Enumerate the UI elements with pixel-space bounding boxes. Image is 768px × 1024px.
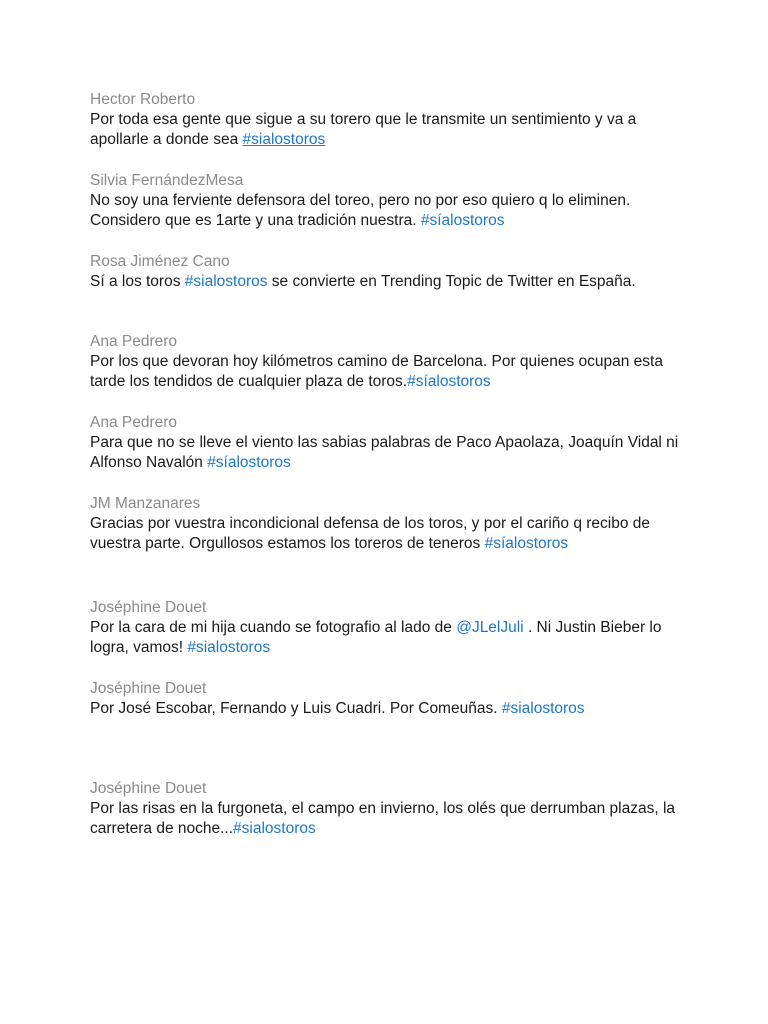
- tweet-author[interactable]: Rosa Jiménez Cano: [90, 253, 230, 270]
- hashtag-link[interactable]: #síalostoros: [207, 454, 291, 471]
- tweet-text: [90, 272, 636, 292]
- tweet-body: Por José Escobar, Fernando y Luis Cuadri. Por Comeuñas.: [90, 700, 502, 717]
- hashtag-link[interactable]: #sialostoros: [501, 700, 585, 717]
- tweet-body: No soy una ferviente defensora del toreo, pero no por eso quiero q lo eliminen. Considero que es 1arte y una tradición nuestra.: [90, 192, 631, 229]
- tweet-item: [90, 90, 690, 150]
- hashtag-link[interactable]: #síalostoros: [420, 212, 505, 229]
- tweet-text: [90, 514, 690, 554]
- tweet-author[interactable]: Joséphine Douet: [90, 780, 207, 797]
- tweet-item: [90, 598, 690, 658]
- tweet-item: [90, 779, 690, 839]
- tweet-text: [90, 352, 690, 392]
- hashtag-link[interactable]: #síalostoros: [407, 373, 491, 390]
- hashtag-link[interactable]: #sialostoros: [233, 820, 316, 837]
- tweet-item: [90, 171, 690, 231]
- tweet-body: Para que no se lleve el viento las sabias palabras de Paco Apaolaza, Joaquín Vidal ni Alfonso Navalón: [90, 434, 679, 471]
- tweet-item: [90, 413, 690, 473]
- tweet-text: [90, 618, 690, 658]
- tweet-text: [90, 433, 690, 473]
- hashtag-link[interactable]: #sialostoros: [187, 639, 271, 656]
- tweet-body: Por toda esa gente que sigue a su torero que le transmite un sentimiento y va a apollarle a donde sea: [90, 111, 637, 148]
- tweet-text: [90, 799, 690, 839]
- tweet-author[interactable]: Ana Pedrero: [90, 333, 178, 350]
- tweet-text: [90, 699, 585, 719]
- tweet-body: se convierte en Trending Topic de Twitter en España.: [267, 273, 636, 290]
- mention-link[interactable]: @JLelJuli: [456, 619, 524, 636]
- tweet-author[interactable]: JM Manzanares: [90, 495, 201, 512]
- hashtag-link[interactable]: #sialostoros: [184, 273, 268, 290]
- hashtag-link[interactable]: #síalostoros: [484, 535, 569, 552]
- tweet-body: . Ni Justin Bieber lo logra, vamos!: [90, 619, 662, 656]
- tweet-item: [90, 252, 636, 292]
- tweet-author[interactable]: Hector Roberto: [90, 91, 196, 108]
- tweet-item: [90, 332, 690, 392]
- tweet-text: [90, 110, 690, 150]
- tweet-author[interactable]: Joséphine Douet: [90, 599, 207, 616]
- tweet-body: Por la cara de mi hija cuando se fotografio al lado de: [90, 619, 457, 636]
- tweet-text: [90, 191, 690, 231]
- tweet-author[interactable]: Joséphine Douet: [90, 680, 207, 697]
- tweet-author[interactable]: Ana Pedrero: [90, 414, 178, 431]
- tweet-item: [90, 494, 690, 554]
- tweet-item: [90, 679, 585, 719]
- tweet-body: Sí a los toros: [90, 273, 185, 290]
- tweet-body: Por las risas en la furgoneta, el campo en invierno, los olés que derrumban plazas, la carretera de noche...: [90, 800, 676, 837]
- hashtag-link[interactable]: #sialostoros: [242, 131, 326, 148]
- tweet-body: Por los que devoran hoy kilómetros camino de Barcelona. Por quienes ocupan esta tarde los tendidos de cualquier plaza de toros.: [90, 353, 663, 390]
- tweet-author[interactable]: Silvia FernándezMesa: [90, 172, 244, 189]
- tweet-body: Gracias por vuestra incondicional defensa de los toros, y por el cariño q recibo de vuestra parte. Orgullosos estamos los toreros de teneros: [90, 515, 651, 552]
